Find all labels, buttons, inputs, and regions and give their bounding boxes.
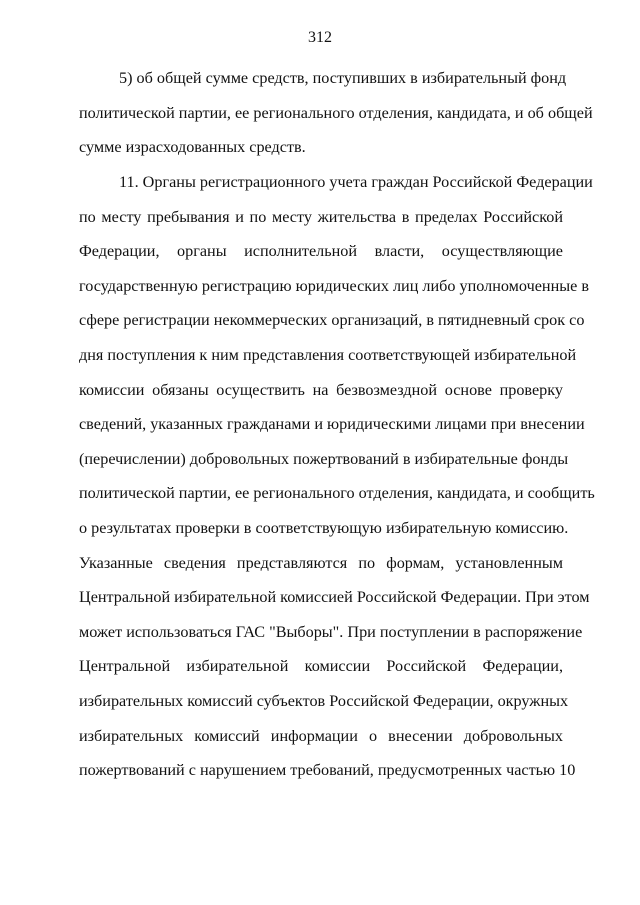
- text-line: Центральной избирательной комиссией Российской Федерации. При этом: [79, 588, 590, 607]
- text-line: избирательных комиссий информации о внесении добровольных: [79, 726, 563, 745]
- text-line: о результатах проверки в соответствующую избирательную комиссию.: [79, 518, 569, 537]
- text-line: сумме израсходованных средств.: [79, 138, 306, 157]
- text-line: сфере регистрации некоммерческих организаций, в пятидневный срок со: [79, 311, 585, 330]
- text-line: Указанные сведения представляются по формам, установленным: [79, 553, 563, 572]
- paragraph-item-5: [79, 61, 593, 165]
- text-line: политической партии, ее регионального отделения, кандидата, и об общей: [79, 103, 593, 122]
- text-line: комиссии обязаны осуществить на безвозмездной основе проверку: [79, 380, 563, 399]
- text-line: сведений, указанных гражданами и юридическими лицами при внесении: [79, 415, 585, 434]
- text-line: политической партии, ее регионального отделения, кандидата, и сообщить: [79, 484, 595, 503]
- text-line: Федерации, органы исполнительной власти, осуществляющие: [79, 242, 563, 261]
- text-line: 5) об общей сумме средств, поступивших в избирательный фонд: [119, 69, 567, 87]
- text-line: государственную регистрацию юридических лиц либо уполномоченные в: [79, 276, 590, 295]
- text-line: избирательных комиссий субъектов Российской Федерации, окружных: [79, 691, 569, 710]
- text-line: (перечислении) добровольных пожертвований в избирательные фонды: [79, 449, 569, 468]
- page-number: 312: [308, 29, 332, 46]
- text-line: по месту пребывания и по месту жительства в пределах Российской: [79, 207, 563, 226]
- text-line: пожертвований с нарушением требований, предусмотренных частью 10: [79, 761, 576, 780]
- paragraph-section-11: [79, 165, 595, 788]
- text-line: может использоваться ГАС "Выборы". При поступлении в распоряжение: [79, 622, 583, 641]
- text-line: Центральной избирательной комиссии Российской Федерации,: [79, 657, 563, 676]
- text-line: 11. Органы регистрационного учета граждан Российской Федерации: [119, 173, 593, 191]
- text-line: дня поступления к ним представления соответствующей избирательной: [79, 345, 577, 364]
